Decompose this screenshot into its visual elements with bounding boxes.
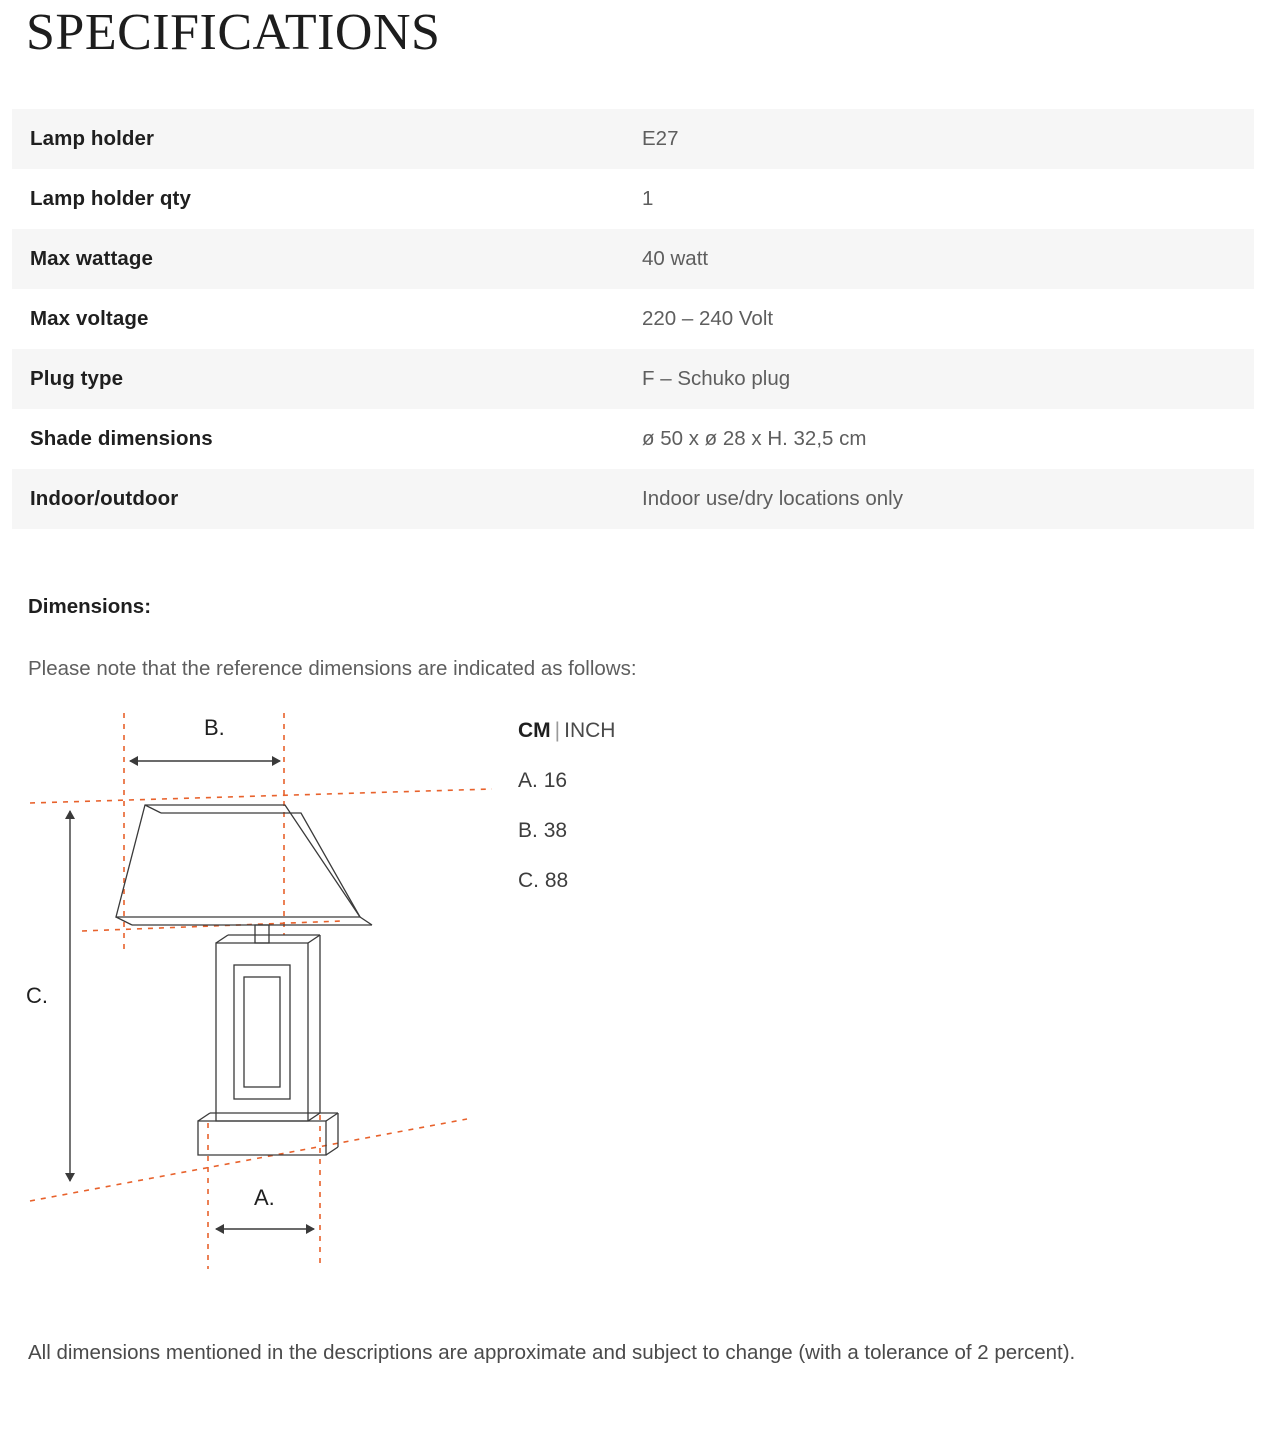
spec-value: E27 xyxy=(642,126,679,150)
table-row xyxy=(12,409,1254,469)
spec-label: Max voltage xyxy=(30,306,149,330)
table-row xyxy=(12,469,1254,529)
legend-item-b-label: B. xyxy=(518,818,538,842)
spec-label: Lamp holder xyxy=(30,126,155,150)
spec-label: Shade dimensions xyxy=(30,426,213,450)
legend-item-a-label: A. xyxy=(518,768,538,792)
dimension-legend xyxy=(512,719,615,919)
table-row xyxy=(12,349,1254,409)
lamp-diagram-svg xyxy=(12,703,512,1283)
table-row xyxy=(12,169,1254,229)
lamp-illustration xyxy=(116,805,372,1155)
spec-value: 220 – 240 Volt xyxy=(642,306,774,330)
spec-label: Plug type xyxy=(30,366,124,390)
legend-item-c-value: 88 xyxy=(544,868,569,892)
diagram-marker-a: A. xyxy=(254,1184,275,1210)
spec-label: Max wattage xyxy=(30,246,153,270)
legend-item-c-label: C. xyxy=(518,868,539,892)
legend-item-b-value: 38 xyxy=(543,818,568,842)
lamp-dimension-diagram xyxy=(12,703,512,1288)
spec-label: Indoor/outdoor xyxy=(30,486,179,510)
table-row xyxy=(12,289,1254,349)
legend-unit-cm: CM xyxy=(518,718,551,742)
spec-value: F – Schuko plug xyxy=(642,366,791,390)
legend-item-a-value: 16 xyxy=(543,768,568,792)
specifications-page xyxy=(0,6,1270,1372)
diagram-marker-b: B. xyxy=(204,714,225,740)
legend-unit-separator: | xyxy=(554,718,561,742)
legend-units xyxy=(518,719,615,743)
dimensions-note: Please note that the reference dimensions are indicated as follows: xyxy=(28,656,637,680)
spec-value: Indoor use/dry locations only xyxy=(642,486,903,510)
page-title: SPECIFICATIONS xyxy=(26,4,441,61)
table-row xyxy=(12,109,1254,169)
dimensions-section xyxy=(12,703,1258,1288)
spec-value: ø 50 x ø 28 x H. 32,5 cm xyxy=(642,426,867,450)
spec-value: 40 watt xyxy=(642,246,709,270)
spec-label: Lamp holder qty xyxy=(30,186,191,210)
legend-unit-inch: INCH xyxy=(564,718,616,742)
table-row xyxy=(12,229,1254,289)
legend-item-b xyxy=(518,819,615,843)
tolerance-note: All dimensions mentioned in the descriptions are approximate and subject to change (with a tolerance of 2 percent). xyxy=(28,1340,1076,1364)
diagram-marker-c: C. xyxy=(26,982,48,1008)
specifications-table xyxy=(12,109,1254,529)
dimensions-heading: Dimensions: xyxy=(28,594,152,618)
legend-item-a xyxy=(518,769,615,793)
legend-item-c xyxy=(518,869,615,893)
spec-value: 1 xyxy=(642,186,654,210)
